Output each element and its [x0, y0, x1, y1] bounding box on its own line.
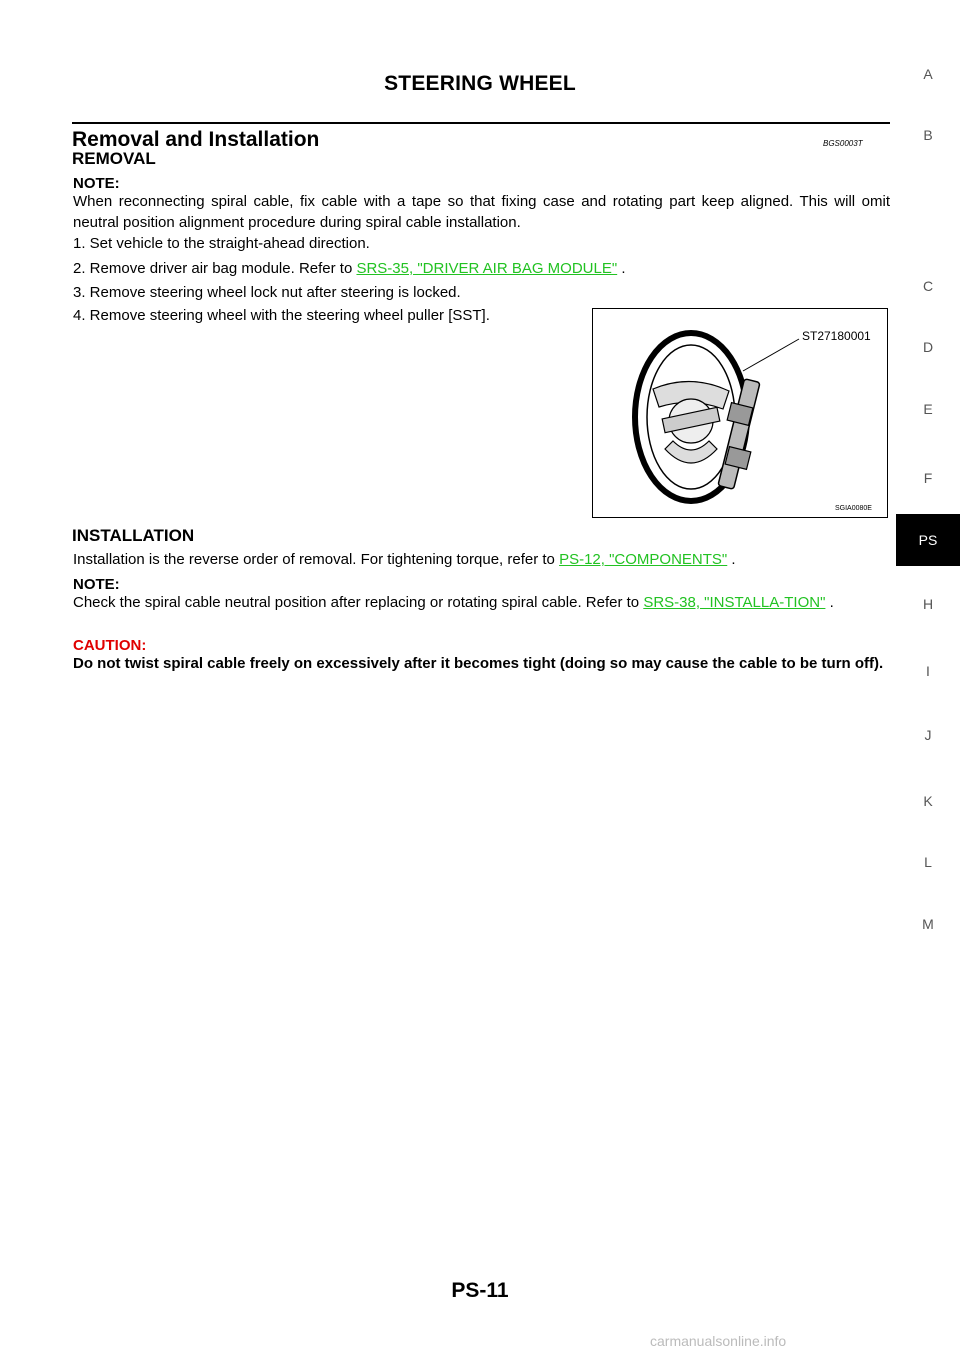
installation-intro: [73, 549, 736, 570]
section-title: Removal and Installation: [72, 128, 320, 151]
step-2: [73, 258, 626, 279]
tool-label: ST27180001: [802, 329, 871, 343]
page-header-title: STEERING WHEEL: [384, 72, 576, 95]
tab-i[interactable]: I: [926, 663, 930, 679]
step-2-suffix: .: [617, 260, 626, 277]
step-2-prefix: 2. Remove driver air bag module. Refer to: [73, 260, 357, 277]
page-number: PS-11: [451, 1279, 509, 1302]
tab-d[interactable]: D: [922, 339, 934, 355]
tab-ps-active[interactable]: PS: [896, 514, 960, 566]
tab-h[interactable]: H: [922, 596, 934, 612]
tab-f[interactable]: F: [923, 470, 933, 486]
tab-j[interactable]: J: [924, 727, 932, 743]
installation-note-suffix: .: [825, 594, 834, 611]
installation-intro-prefix: Installation is the reverse order of removal. For tightening torque, refer to: [73, 551, 560, 568]
tab-m[interactable]: M: [922, 916, 934, 932]
caution-text: Do not twist spiral cable freely on excessively after it becomes tight (doing so may cause the cable to be turn off).: [73, 655, 884, 672]
removal-heading: REMOVAL: [72, 149, 156, 168]
tab-a[interactable]: A: [923, 66, 933, 82]
ps-12-link[interactable]: PS-12, "COMPONENTS": [559, 551, 728, 568]
tab-k[interactable]: K: [923, 793, 933, 809]
installation-heading: INSTALLATION: [72, 526, 195, 545]
removal-note-text: When reconnecting spiral cable, fix cable with a tape so that fixing case and rotating part keep aligned. This will omit neutral position alignment procedure during spiral cable installation.: [73, 193, 890, 231]
watermark: carmanualsonline.info: [650, 1333, 787, 1349]
srs-35-link[interactable]: SRS-35, "DRIVER AIR BAG MODULE": [356, 260, 618, 277]
note-label: NOTE:: [73, 175, 120, 192]
section-code: BGS0003T: [823, 139, 863, 148]
header-rule: [72, 122, 890, 124]
steering-wheel-figure: [592, 308, 888, 518]
tab-b[interactable]: B: [923, 127, 933, 143]
step-3: 3. Remove steering wheel lock nut after steering is locked.: [73, 284, 461, 301]
step-1: 1. Set vehicle to the straight-ahead direction.: [73, 235, 370, 252]
step-4: 4. Remove steering wheel with the steering wheel puller [SST].: [73, 307, 490, 324]
installation-note-prefix: Check the spiral cable neutral position after replacing or rotating spiral cable. Refer to: [73, 594, 644, 611]
installation-note-text: [73, 592, 890, 613]
caution-label: CAUTION:: [73, 637, 147, 654]
srs-38-link[interactable]: SRS-38, "INSTALLA-TION": [643, 594, 826, 611]
tab-l[interactable]: L: [924, 854, 932, 870]
figure-code: SGIA0080E: [835, 505, 872, 512]
note-label-2: NOTE:: [73, 576, 120, 593]
tab-c[interactable]: C: [922, 278, 934, 294]
tab-e[interactable]: E: [923, 401, 933, 417]
installation-intro-suffix: .: [727, 551, 736, 568]
